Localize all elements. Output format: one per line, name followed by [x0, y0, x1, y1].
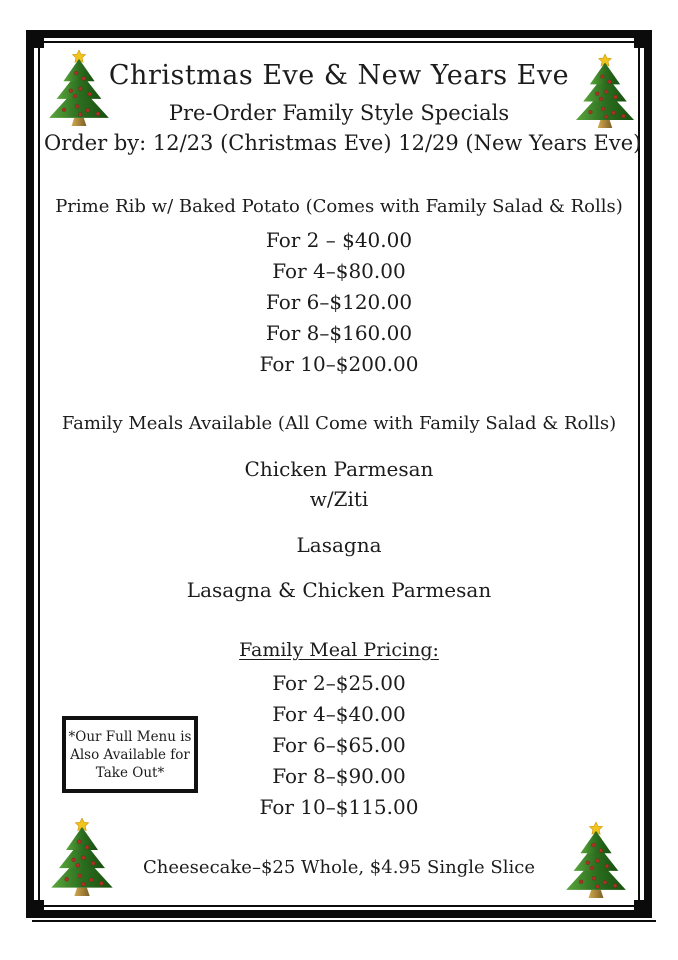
frame-corner-step	[634, 34, 648, 48]
prime-rib-price-line: For 6–$120.00	[265, 290, 413, 314]
prime-rib-price-line: For 2 – $40.00	[265, 228, 413, 252]
family-meal-price-line: For 10–$115.00	[259, 795, 419, 819]
prime-rib-price-line: For 8–$160.00	[265, 321, 413, 345]
frame-corner-step	[634, 900, 648, 914]
family-meal-item: w/Ziti	[309, 487, 369, 511]
order-by-line: Order by: 12/23 (Christmas Eve) 12/29 (New Years Eve)	[44, 131, 642, 155]
takeout-note-box	[62, 716, 198, 793]
prime-rib-price-list	[44, 225, 634, 380]
prime-rib-header: Prime Rib w/ Baked Potato (Comes with Family Salad & Rolls)	[55, 196, 623, 217]
frame-corner-step	[30, 900, 44, 914]
page-subtitle: Pre-Order Family Style Specials	[168, 101, 510, 125]
takeout-note-line: Take Out*	[95, 765, 165, 781]
family-meal-item: Chicken Parmesan	[244, 457, 434, 481]
takeout-note-line: Also Available for	[70, 747, 190, 763]
dessert-line: Cheesecake–$25 Whole, $4.95 Single Slice	[143, 857, 535, 878]
family-meal-price-line: For 4–$40.00	[272, 702, 406, 726]
frame-corner-step	[30, 34, 44, 48]
prime-rib-price-line: For 10–$200.00	[259, 352, 419, 376]
family-meal-item: Lasagna	[296, 533, 382, 557]
page-title: Christmas Eve & New Years Eve	[108, 60, 570, 91]
family-meal-pricing-header: Family Meal Pricing:	[239, 639, 439, 661]
family-meals-header: Family Meals Available (All Come with Family Salad & Rolls)	[61, 413, 617, 434]
family-meal-price-line: For 2–$25.00	[272, 671, 406, 695]
prime-rib-price-line: For 4–$80.00	[272, 259, 406, 283]
page-frame-bottom-line	[32, 920, 656, 922]
family-meal-price-line: For 8–$90.00	[272, 764, 406, 788]
family-meal-item: Lasagna & Chicken Parmesan	[186, 578, 492, 602]
family-meal-price-line: For 6–$65.00	[272, 733, 406, 757]
takeout-note-line: *Our Full Menu is	[68, 729, 192, 745]
